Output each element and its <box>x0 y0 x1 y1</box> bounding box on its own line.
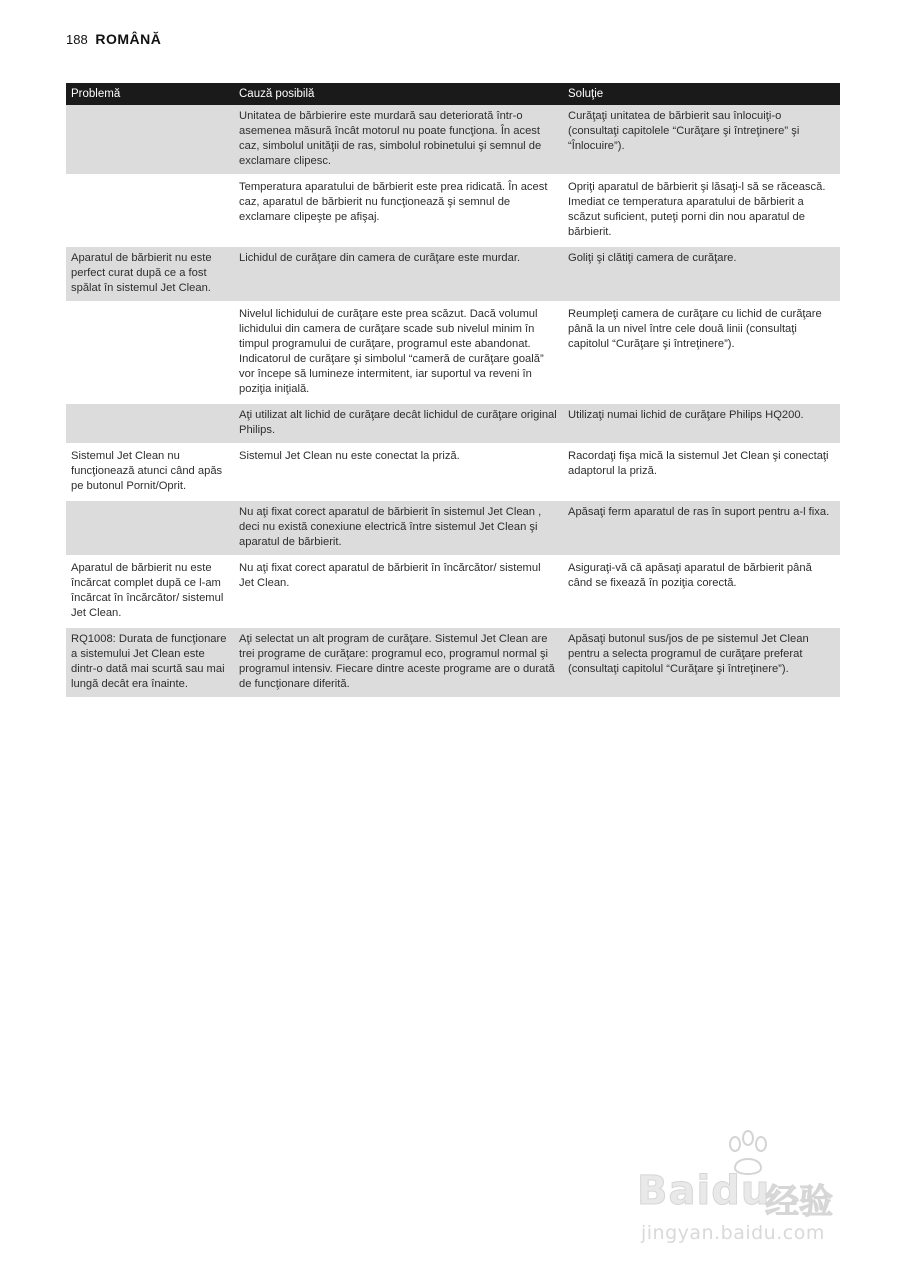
column-header-solution: Soluţie <box>563 83 840 105</box>
watermark-url: jingyan.baidu.com <box>641 1222 825 1244</box>
cause-cell: Nu aţi fixat corect aparatul de bărbierit în sistemul Jet Clean , deci nu există conexiune electrică între sistemul Jet Clean şi aparatul de bărbierit. <box>234 501 563 557</box>
troubleshooting-table <box>66 83 840 699</box>
table-row <box>66 404 840 445</box>
page-number: 188 <box>66 32 88 47</box>
problem-cell <box>66 176 234 247</box>
table-row <box>66 176 840 247</box>
cause-cell: Sistemul Jet Clean nu este conectat la priză. <box>234 445 563 501</box>
problem-cell: Aparatul de bărbierit nu este încărcat complet după ce l-am încărcat în încărcător/ sistemul Jet Clean. <box>66 557 234 628</box>
solution-cell: Apăsaţi butonul sus/jos de pe sistemul Jet Clean pentru a selecta programul de curăţare preferat (consultaţi capitolul “Curăţare şi întreţinere”). <box>563 628 840 699</box>
problem-cell <box>66 105 234 176</box>
table-row <box>66 445 840 501</box>
table-row <box>66 628 840 699</box>
table-row <box>66 105 840 176</box>
table-row <box>66 247 840 303</box>
solution-cell: Asiguraţi-vă că apăsaţi aparatul de bărbierit până când se fixează în poziţia corectă. <box>563 557 840 628</box>
solution-cell: Apăsaţi ferm aparatul de ras în suport pentru a-l fixa. <box>563 501 840 557</box>
solution-cell: Reumpleţi camera de curăţare cu lichid de curăţare până la un nivel între cele două linii (consultaţi capitolul “Curăţare şi întreţinere”). <box>563 303 840 404</box>
solution-cell: Curăţaţi unitatea de bărbierit sau înlocuiţi-o (consultaţi capitolele “Curăţare şi întreţinere” şi “Înlocuire”). <box>563 105 840 176</box>
problem-cell <box>66 404 234 445</box>
cause-cell: Nivelul lichidului de curăţare este prea scăzut. Dacă volumul lichidului din camera de curăţare scade sub nivelul minim în timpul programului de curăţare, programul este abandonat. Indicatorul de curăţare şi simbolul “cameră de curăţare goală” vor începe să lumineze intermitent, iar suportul va reveni în poziţia iniţială. <box>234 303 563 404</box>
solution-cell: Racordaţi fişa mică la sistemul Jet Clean şi conectaţi adaptorul la priză. <box>563 445 840 501</box>
solution-cell: Opriţi aparatul de bărbierit şi lăsaţi-l să se răcească. Imediat ce temperatura aparatului de bărbierit a scăzut suficient, puteţi porni din nou aparatul de bărbierit. <box>563 176 840 247</box>
problem-cell: RQ1008: Durata de funcţionare a sistemului Jet Clean este dintr-o dată mai scurtă sau mai lungă decât era înainte. <box>66 628 234 699</box>
cause-cell: Unitatea de bărbierire este murdară sau deteriorată într-o asemenea măsură încât motorul nu poate funcţiona. În acest caz, simbolul unităţii de ras, simbolul robinetului şi semnul de exclamare clipesc. <box>234 105 563 176</box>
watermark-brand: Baidu <box>637 1168 771 1214</box>
language-title: ROMÂNĂ <box>95 31 162 47</box>
problem-cell: Sistemul Jet Clean nu funcţionează atunci când apăs pe butonul Pornit/Oprit. <box>66 445 234 501</box>
watermark-brand-cn: 经验 <box>765 1182 833 1222</box>
problem-cell <box>66 501 234 557</box>
table-row <box>66 557 840 628</box>
column-header-cause: Cauză posibilă <box>234 83 563 105</box>
table-row <box>66 303 840 404</box>
cause-cell: Lichidul de curăţare din camera de curăţare este murdar. <box>234 247 563 303</box>
baidu-watermark <box>637 1130 847 1250</box>
cause-cell: Temperatura aparatului de bărbierit este prea ridicată. În acest caz, aparatul de bărbierit nu funcţionează şi semnul de exclamare clipeşte pe afişaj. <box>234 176 563 247</box>
cause-cell: Nu aţi fixat corect aparatul de bărbierit în încărcător/ sistemul Jet Clean. <box>234 557 563 628</box>
column-header-problem: Problemă <box>66 83 234 105</box>
problem-cell: Aparatul de bărbierit nu este perfect curat după ce a fost spălat în sistemul Jet Clean. <box>66 247 234 303</box>
problem-cell <box>66 303 234 404</box>
solution-cell: Utilizaţi numai lichid de curăţare Philips HQ200. <box>563 404 840 445</box>
cause-cell: Aţi selectat un alt program de curăţare. Sistemul Jet Clean are trei programe de curăţare: programul eco, programul normal şi programul intensiv. Fiecare dintre aceste programe are o durată de funcţionare diferită. <box>234 628 563 699</box>
cause-cell: Aţi utilizat alt lichid de curăţare decât lichidul de curăţare original Philips. <box>234 404 563 445</box>
table-row <box>66 501 840 557</box>
table-header-row <box>66 83 840 105</box>
page-header <box>66 31 161 47</box>
solution-cell: Goliţi şi clătiţi camera de curăţare. <box>563 247 840 303</box>
